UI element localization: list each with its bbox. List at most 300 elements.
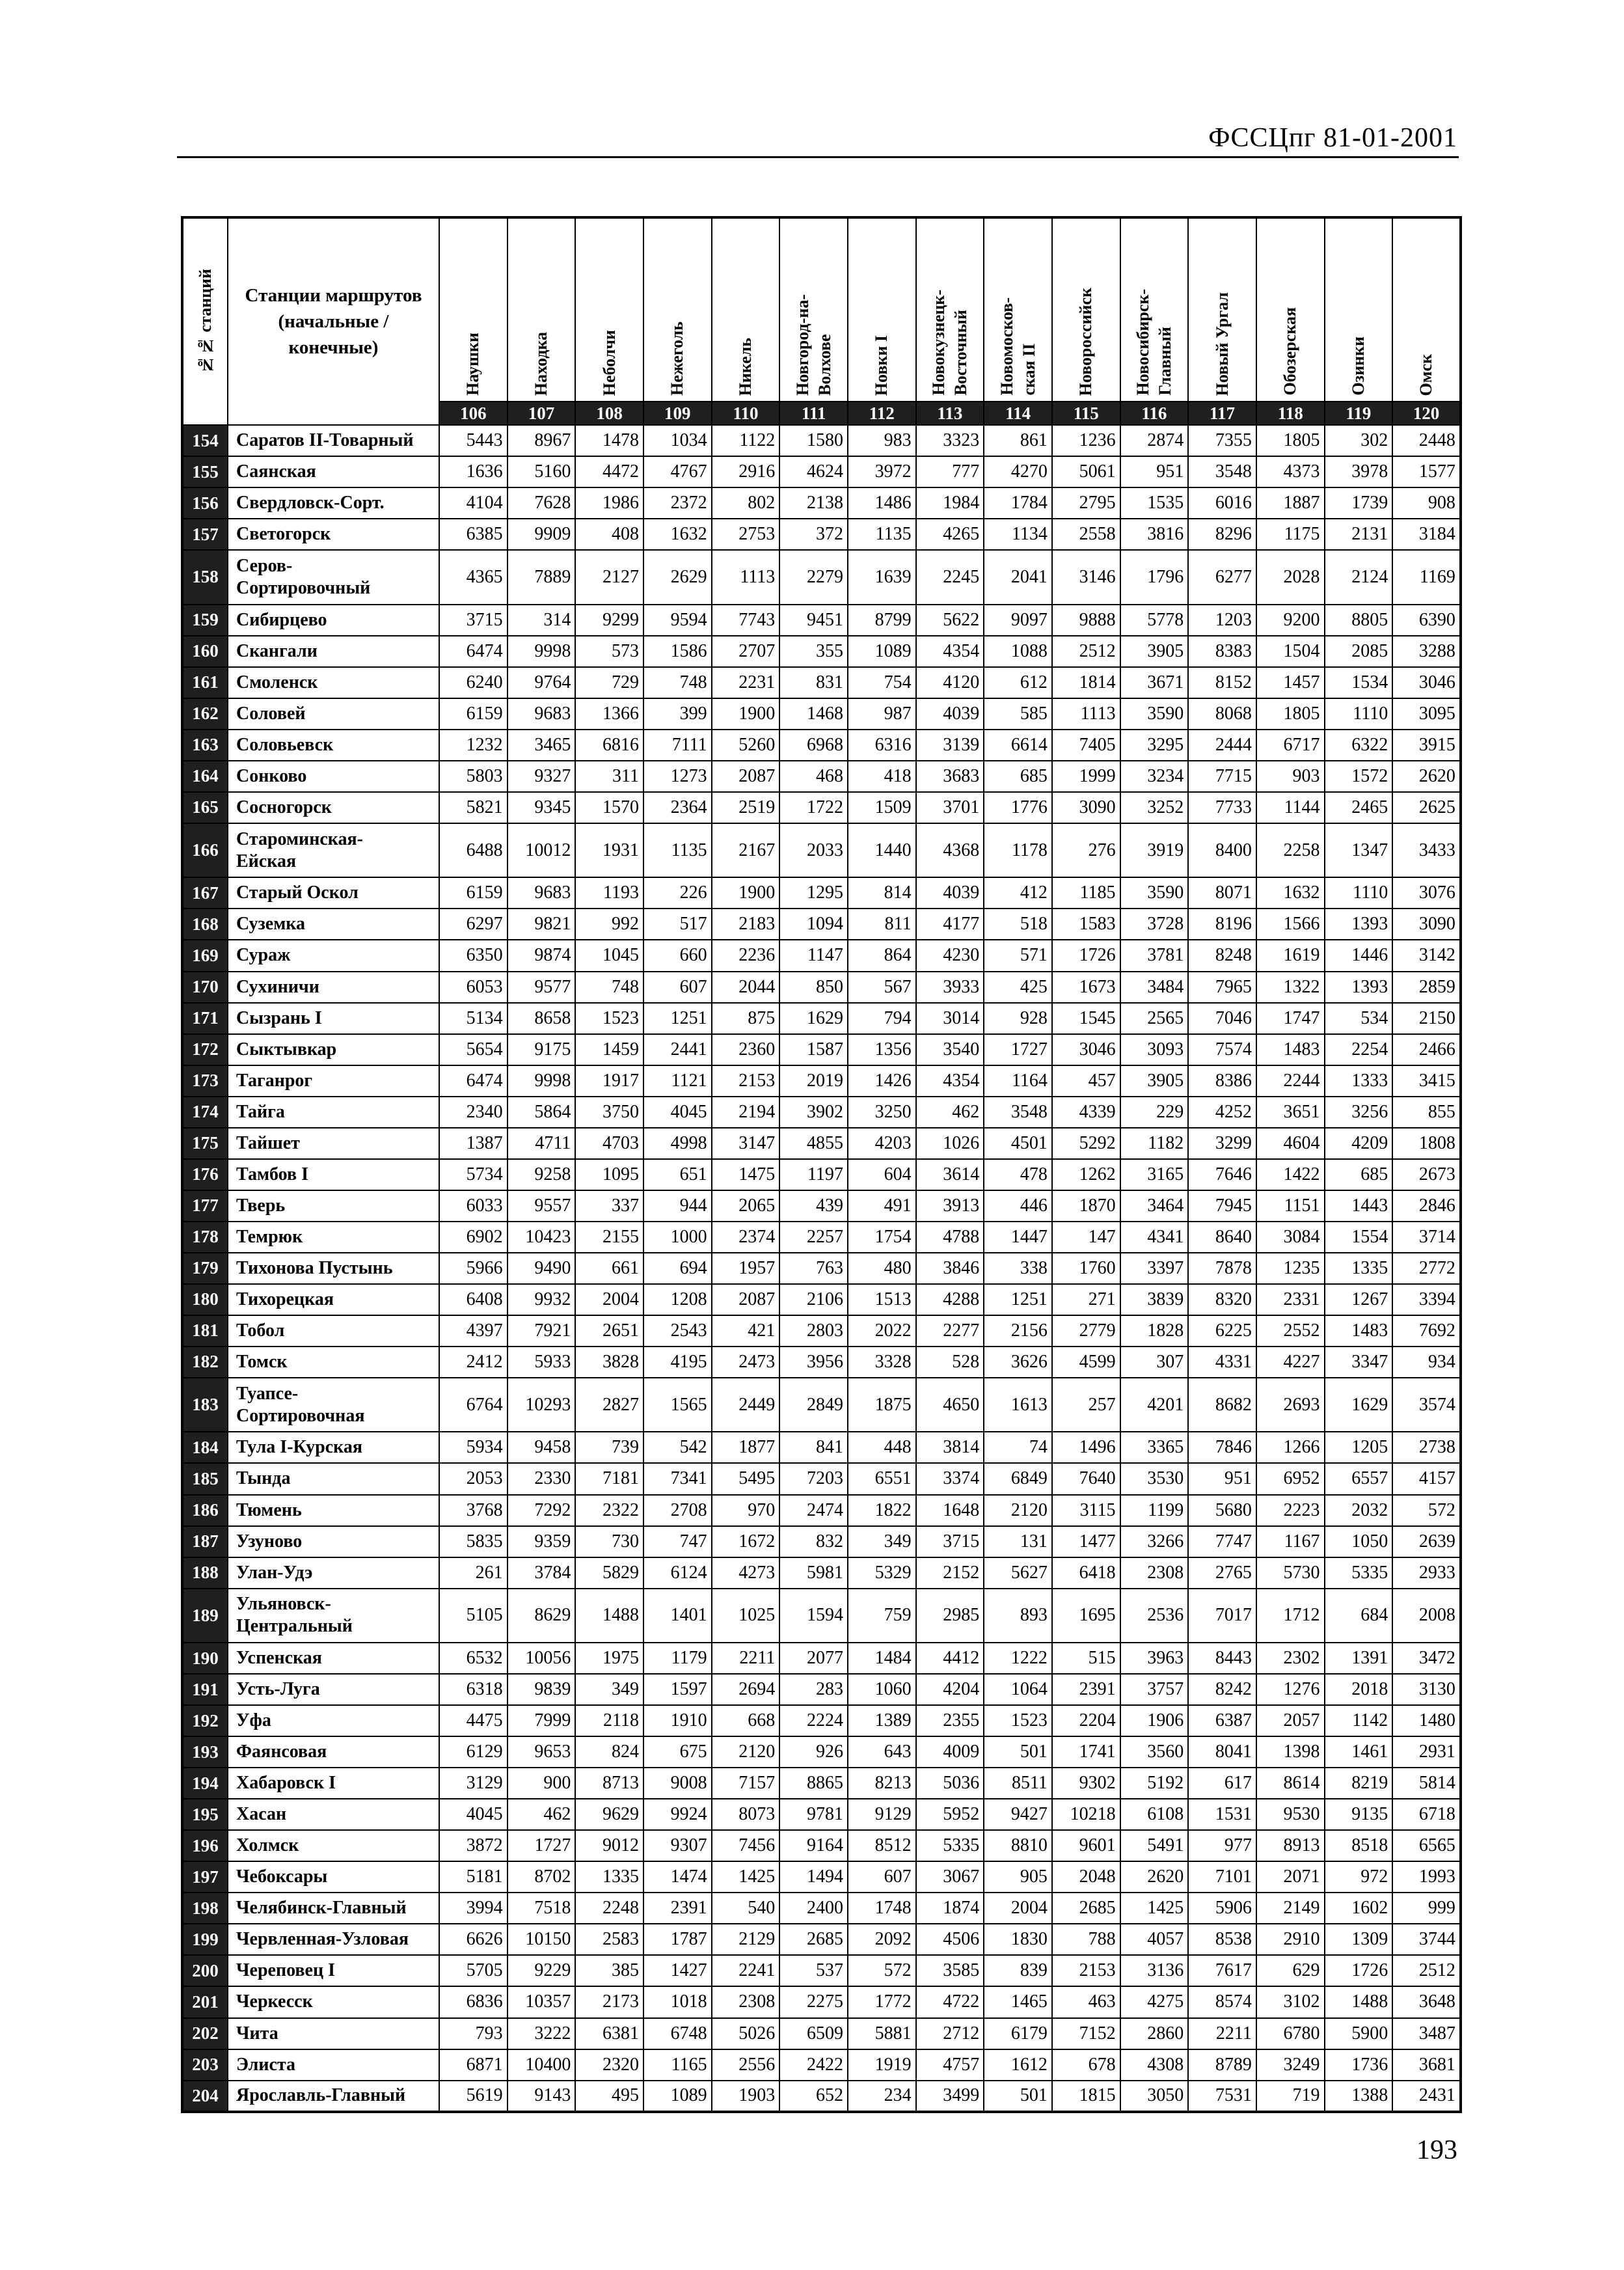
distance-cell: 983: [848, 425, 916, 456]
distance-cell: 3701: [916, 792, 984, 823]
header-rule: [177, 156, 1459, 158]
station-name: Сухиничи: [228, 972, 439, 1003]
column-header-label: Находка: [531, 331, 550, 396]
station-number: 181: [182, 1315, 228, 1347]
distance-cell: 1199: [1120, 1495, 1189, 1526]
distance-cell: 1094: [779, 909, 848, 940]
distance-cell: 1722: [779, 792, 848, 823]
distance-cell: 8810: [984, 1830, 1052, 1861]
distance-cell: 7617: [1188, 1955, 1256, 1986]
distance-cell: 1554: [1325, 1222, 1393, 1253]
distance-cell: 1629: [779, 1003, 848, 1034]
distance-cell: 4757: [916, 2049, 984, 2081]
distance-cell: 3972: [848, 456, 916, 487]
station-name: Челябинск-Главный: [228, 1893, 439, 1924]
distance-cell: 4209: [1325, 1128, 1393, 1159]
station-number: 165: [182, 792, 228, 823]
distance-cell: 2173: [575, 1986, 643, 2017]
distance-cell: 1387: [439, 1128, 508, 1159]
distance-cell: 5105: [439, 1589, 508, 1643]
distance-cell: 6902: [439, 1222, 508, 1253]
column-number: 120: [1392, 402, 1461, 425]
distance-cell: 999: [1392, 1893, 1461, 1924]
distance-cell: 926: [779, 1736, 848, 1768]
table-row: [182, 1378, 1461, 1432]
distance-cell: 408: [575, 519, 643, 550]
distance-cell: 2018: [1325, 1674, 1393, 1705]
distance-cell: 3671: [1120, 667, 1189, 698]
distance-cell: 3484: [1120, 972, 1189, 1003]
column-header-label: Новомосков- ская II: [997, 297, 1038, 396]
distance-cell: 4227: [1256, 1347, 1325, 1378]
distance-cell: 6509: [779, 2018, 848, 2049]
station-name: Усть-Луга: [228, 1674, 439, 1705]
station-name: Сонково: [228, 761, 439, 792]
distance-cell: 9012: [575, 1830, 643, 1861]
column-header-label: Новый Ургал: [1212, 292, 1232, 396]
distance-cell: 1222: [984, 1643, 1052, 1674]
distance-cell: 4703: [575, 1128, 643, 1159]
distance-cell: 1523: [575, 1003, 643, 1034]
distance-cell: 5881: [848, 2018, 916, 2049]
distance-cell: 793: [439, 2018, 508, 2049]
distance-cell: 1648: [916, 1495, 984, 1526]
distance-cell: 2360: [712, 1034, 780, 1065]
distance-cell: 1089: [848, 636, 916, 667]
distance-cell: 6179: [984, 2018, 1052, 2049]
station-name: Томск: [228, 1347, 439, 1378]
distance-cell: 1580: [779, 425, 848, 456]
distance-cell: 3530: [1120, 1463, 1189, 1494]
distance-cell: 9924: [643, 1799, 712, 1830]
distance-cell: 6849: [984, 1463, 1052, 1494]
distance-cell: 9839: [508, 1674, 576, 1705]
distance-cell: 4308: [1120, 2049, 1189, 2081]
distance-cell: 2053: [439, 1463, 508, 1494]
table-row: [182, 1253, 1461, 1284]
distance-cell: 3816: [1120, 519, 1189, 550]
column-number: 111: [779, 402, 848, 425]
distance-cell: 1251: [643, 1003, 712, 1034]
distance-cell: 1887: [1256, 487, 1325, 519]
distance-cell: 2087: [712, 761, 780, 792]
distance-cell: 3626: [984, 1347, 1052, 1378]
station-number: 200: [182, 1955, 228, 1986]
column-header-label: Неболчи: [599, 329, 619, 396]
distance-cell: 832: [779, 1526, 848, 1557]
table-row: [182, 1526, 1461, 1557]
table-row: [182, 761, 1461, 792]
distance-cell: 3540: [916, 1034, 984, 1065]
distance-cell: 2254: [1325, 1034, 1393, 1065]
distance-cell: 534: [1325, 1003, 1393, 1034]
distance-cell: 571: [984, 940, 1052, 971]
distance-cell: 4341: [1120, 1222, 1189, 1253]
station-number: 164: [182, 761, 228, 792]
distance-cell: 5192: [1120, 1768, 1189, 1799]
column-header-label: Озинки: [1348, 336, 1368, 396]
distance-cell: 3433: [1392, 823, 1461, 878]
distance-cell: 9821: [508, 909, 576, 940]
distance-cell: 1570: [575, 792, 643, 823]
distance-cell: 446: [984, 1190, 1052, 1222]
column-number: 113: [916, 402, 984, 425]
distance-cell: 2400: [779, 1893, 848, 1924]
table-row: [182, 1986, 1461, 2017]
station-name: Соловей: [228, 698, 439, 730]
station-name: Хасан: [228, 1799, 439, 1830]
distance-cell: 1185: [1052, 877, 1120, 909]
distance-cell: 567: [848, 972, 916, 1003]
distance-cell: 9345: [508, 792, 576, 823]
distance-cell: 1632: [1256, 877, 1325, 909]
distance-cell: 1534: [1325, 667, 1393, 698]
station-number: 204: [182, 2081, 228, 2112]
distance-cell: 7733: [1188, 792, 1256, 823]
distance-cell: 6551: [848, 1463, 916, 1494]
distance-cell: 1513: [848, 1284, 916, 1315]
distance-cell: 1523: [984, 1705, 1052, 1736]
distance-cell: 684: [1325, 1589, 1393, 1643]
distance-cell: 1754: [848, 1222, 916, 1253]
column-number: 107: [508, 402, 576, 425]
distance-cell: 6871: [439, 2049, 508, 2081]
distance-cell: 944: [643, 1190, 712, 1222]
distance-cell: 8702: [508, 1861, 576, 1893]
distance-cell: 748: [575, 972, 643, 1003]
distance-cell: 1477: [1052, 1526, 1120, 1557]
distance-cell: 1000: [643, 1222, 712, 1253]
distance-cell: 6565: [1392, 1830, 1461, 1861]
table-row: [182, 1768, 1461, 1799]
distance-cell: 1727: [508, 1830, 576, 1861]
distance-cell: 970: [712, 1495, 780, 1526]
distance-cell: 1483: [1325, 1315, 1393, 1347]
distance-cell: 1760: [1052, 1253, 1120, 1284]
distance-cell: 1333: [1325, 1065, 1393, 1097]
distance-cell: 2552: [1256, 1315, 1325, 1347]
distance-cell: 3560: [1120, 1736, 1189, 1768]
distance-cell: 1877: [712, 1432, 780, 1463]
distance-cell: 5906: [1188, 1893, 1256, 1924]
distance-cell: 8865: [779, 1768, 848, 1799]
distance-cell: 5292: [1052, 1128, 1120, 1159]
distance-cell: 1440: [848, 823, 916, 878]
distance-cell: 8248: [1188, 940, 1256, 971]
station-name: Ярославль-Главный: [228, 2081, 439, 2112]
distance-cell: 2041: [984, 550, 1052, 605]
distance-cell: 1535: [1120, 487, 1189, 519]
station-number: 191: [182, 1674, 228, 1705]
distance-cell: 747: [643, 1526, 712, 1557]
distance-cell: 2431: [1392, 2081, 1461, 2112]
distance-cell: 3978: [1325, 456, 1393, 487]
distance-cell: 8799: [848, 605, 916, 636]
distance-cell: 1165: [643, 2049, 712, 2081]
distance-cell: 1727: [984, 1034, 1052, 1065]
distance-cell: 9451: [779, 605, 848, 636]
distance-cell: 6350: [439, 940, 508, 971]
distance-cell: 6474: [439, 636, 508, 667]
distance-cell: 6322: [1325, 730, 1393, 761]
distance-cell: 355: [779, 636, 848, 667]
distance-cell: 3919: [1120, 823, 1189, 878]
distance-cell: 7965: [1188, 972, 1256, 1003]
station-number: 155: [182, 456, 228, 487]
table-row: [182, 972, 1461, 1003]
station-name: Тында: [228, 1463, 439, 1494]
distance-cell: 5778: [1120, 605, 1189, 636]
station-number: 179: [182, 1253, 228, 1284]
column-number: 116: [1120, 402, 1189, 425]
distance-cell: 2150: [1392, 1003, 1461, 1034]
distance-cell: 4354: [916, 1065, 984, 1097]
distance-cell: 3050: [1120, 2081, 1189, 2112]
distance-cell: 1672: [712, 1526, 780, 1557]
station-number: 174: [182, 1097, 228, 1128]
column-header: [916, 217, 984, 402]
distance-cell: 1443: [1325, 1190, 1393, 1222]
distance-cell: 3846: [916, 1253, 984, 1284]
distance-cell: 1496: [1052, 1432, 1120, 1463]
distance-cell: 1151: [1256, 1190, 1325, 1222]
distance-cell: 7628: [508, 487, 576, 519]
distance-cell: 3590: [1120, 698, 1189, 730]
table-row: [182, 1463, 1461, 1494]
distance-cell: 457: [1052, 1065, 1120, 1097]
distance-cell: 7341: [643, 1463, 712, 1494]
distance-cell: 4711: [508, 1128, 576, 1159]
table-row: [182, 698, 1461, 730]
table-row: [182, 2049, 1461, 2081]
distance-cell: 349: [848, 1526, 916, 1557]
station-number: 188: [182, 1557, 228, 1589]
station-number: 203: [182, 2049, 228, 2081]
distance-cell: 462: [916, 1097, 984, 1128]
distance-cell: 9764: [508, 667, 576, 698]
distance-cell: 2275: [779, 1986, 848, 2017]
distance-cell: 10056: [508, 1643, 576, 1674]
distance-cell: 1309: [1325, 1924, 1393, 1955]
distance-cell: 629: [1256, 1955, 1325, 1986]
distance-cell: 5654: [439, 1034, 508, 1065]
distance-cell: 1488: [1325, 1986, 1393, 2017]
distance-cell: 518: [984, 909, 1052, 940]
table-row: [182, 605, 1461, 636]
distance-cell: 1175: [1256, 519, 1325, 550]
distance-cell: 3165: [1120, 1159, 1189, 1190]
distance-cell: 841: [779, 1432, 848, 1463]
distance-cell: 1900: [712, 698, 780, 730]
table-row: [182, 1284, 1461, 1315]
table-row: [182, 1159, 1461, 1190]
distance-cell: 3784: [508, 1557, 576, 1589]
distance-cell: 2131: [1325, 519, 1393, 550]
distance-cell: 6748: [643, 2018, 712, 2049]
distance-cell: 1814: [1052, 667, 1120, 698]
distance-cell: 3415: [1392, 1065, 1461, 1097]
distance-cell: 3328: [848, 1347, 916, 1378]
distance-cell: 2028: [1256, 550, 1325, 605]
station-name: Тихорецкая: [228, 1284, 439, 1315]
distance-cell: 2473: [712, 1347, 780, 1378]
distance-cell: 2330: [508, 1463, 576, 1494]
distance-cell: 1135: [848, 519, 916, 550]
distance-cell: 283: [779, 1674, 848, 1705]
distance-cell: 2391: [1052, 1674, 1120, 1705]
table-row: [182, 1893, 1461, 1924]
distance-cell: 372: [779, 519, 848, 550]
station-number: 199: [182, 1924, 228, 1955]
table-body: [182, 425, 1461, 2112]
distance-cell: 2129: [712, 1924, 780, 1955]
station-number: 171: [182, 1003, 228, 1034]
distance-cell: 7999: [508, 1705, 576, 1736]
station-name: Сосногорск: [228, 792, 439, 823]
distance-cell: 74: [984, 1432, 1052, 1463]
distance-cell: 9490: [508, 1253, 576, 1284]
table-row: [182, 1589, 1461, 1643]
distance-cell: 9577: [508, 972, 576, 1003]
distance-cell: 7152: [1052, 2018, 1120, 2049]
table-row: [182, 667, 1461, 698]
distance-cell: 8511: [984, 1768, 1052, 1799]
column-header: [508, 217, 576, 402]
distance-cell: 2124: [1325, 550, 1393, 605]
distance-cell: 1741: [1052, 1736, 1120, 1768]
station-number: 159: [182, 605, 228, 636]
distance-cell: 2859: [1392, 972, 1461, 1003]
station-number: 160: [182, 636, 228, 667]
distance-cell: 928: [984, 1003, 1052, 1034]
distance-cell: 1739: [1325, 487, 1393, 519]
distance-cell: 6836: [439, 1986, 508, 2017]
table-row: [182, 2018, 1461, 2049]
distance-cell: 2004: [984, 1893, 1052, 1924]
distance-cell: 1266: [1256, 1432, 1325, 1463]
distance-cell: 2211: [1188, 2018, 1256, 2049]
distance-cell: 4104: [439, 487, 508, 519]
distance-cell: 1480: [1392, 1705, 1461, 1736]
distance-cell: 8614: [1256, 1768, 1325, 1799]
distance-cell: 2153: [1052, 1955, 1120, 1986]
distance-cell: 3956: [779, 1347, 848, 1378]
table-row: [182, 550, 1461, 605]
distance-cell: 951: [1120, 456, 1189, 487]
distance-cell: 2087: [712, 1284, 780, 1315]
station-name: Тайшет: [228, 1128, 439, 1159]
distance-cell: 2558: [1052, 519, 1120, 550]
distance-cell: 9258: [508, 1159, 576, 1190]
distance-cell: 730: [575, 1526, 643, 1557]
distance-cell: 7715: [1188, 761, 1256, 792]
distance-cell: 2044: [712, 972, 780, 1003]
distance-cell: 2444: [1188, 730, 1256, 761]
column-header: [439, 217, 508, 402]
station-number: 187: [182, 1526, 228, 1557]
column-number: 119: [1325, 402, 1393, 425]
station-name: Холмск: [228, 1830, 439, 1861]
distance-cell: 2556: [712, 2049, 780, 2081]
station-number: 169: [182, 940, 228, 971]
distance-cell: 425: [984, 972, 1052, 1003]
distance-cell: 4475: [439, 1705, 508, 1736]
table-row: [182, 1674, 1461, 1705]
distance-cell: 5966: [439, 1253, 508, 1284]
distance-cell: 3130: [1392, 1674, 1461, 1705]
distance-cell: 1422: [1256, 1159, 1325, 1190]
distance-cell: 9557: [508, 1190, 576, 1222]
distance-table: [181, 216, 1462, 2113]
distance-cell: 3266: [1120, 1526, 1189, 1557]
distance-cell: 8152: [1188, 667, 1256, 698]
distance-cell: 3256: [1325, 1097, 1393, 1128]
distance-cell: 5491: [1120, 1830, 1189, 1861]
distance-cell: 5803: [439, 761, 508, 792]
distance-cell: 528: [916, 1347, 984, 1378]
distance-cell: 1808: [1392, 1128, 1461, 1159]
distance-cell: 2694: [712, 1674, 780, 1705]
distance-cell: 4397: [439, 1315, 508, 1347]
distance-cell: 491: [848, 1190, 916, 1222]
distance-cell: 1531: [1188, 1799, 1256, 1830]
distance-cell: 1636: [439, 456, 508, 487]
distance-cell: 1276: [1256, 1674, 1325, 1705]
distance-cell: 2257: [779, 1222, 848, 1253]
distance-cell: 1900: [712, 877, 780, 909]
distance-cell: 1142: [1325, 1705, 1393, 1736]
table-row: [182, 1097, 1461, 1128]
distance-cell: 4270: [984, 456, 1052, 487]
distance-cell: 480: [848, 1253, 916, 1284]
table-row: [182, 487, 1461, 519]
distance-cell: 3781: [1120, 940, 1189, 971]
distance-cell: 2231: [712, 667, 780, 698]
distance-cell: 2204: [1052, 1705, 1120, 1736]
distance-cell: 4339: [1052, 1097, 1120, 1128]
distance-cell: 831: [779, 667, 848, 698]
distance-cell: 4604: [1256, 1128, 1325, 1159]
distance-cell: 3905: [1120, 636, 1189, 667]
distance-cell: 338: [984, 1253, 1052, 1284]
column-header-label: Новокузнецк- Восточный: [928, 290, 970, 396]
distance-cell: 675: [643, 1736, 712, 1768]
distance-cell: 4157: [1392, 1463, 1461, 1494]
distance-cell: 855: [1392, 1097, 1461, 1128]
station-name: Саянская: [228, 456, 439, 487]
distance-cell: 4472: [575, 456, 643, 487]
distance-cell: 5026: [712, 2018, 780, 2049]
distance-cell: 1182: [1120, 1128, 1189, 1159]
station-number: 163: [182, 730, 228, 761]
distance-cell: 1805: [1256, 425, 1325, 456]
distance-cell: 3487: [1392, 2018, 1461, 2049]
distance-cell: 7111: [643, 730, 712, 761]
distance-cell: 4045: [439, 1799, 508, 1830]
distance-cell: 6159: [439, 877, 508, 909]
distance-cell: 147: [1052, 1222, 1120, 1253]
table-row: [182, 909, 1461, 940]
distance-cell: 2245: [916, 550, 984, 605]
distance-cell: 3768: [439, 1495, 508, 1526]
distance-cell: 2374: [712, 1222, 780, 1253]
page-number: 193: [1416, 2135, 1457, 2165]
distance-cell: 1110: [1325, 698, 1393, 730]
distance-cell: 276: [1052, 823, 1120, 878]
distance-cell: 903: [1256, 761, 1325, 792]
station-number: 158: [182, 550, 228, 605]
distance-cell: 2512: [1392, 1955, 1461, 1986]
